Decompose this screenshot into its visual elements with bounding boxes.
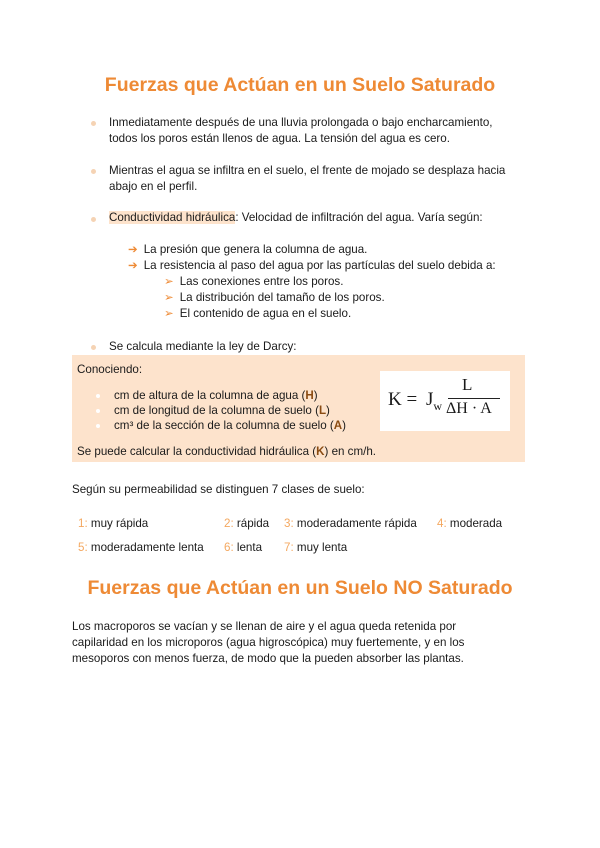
soil-class-num: 4: bbox=[437, 517, 447, 530]
soil-class-label: muy rápida bbox=[90, 517, 149, 530]
soil-class-num: 3: bbox=[284, 517, 294, 530]
darcy-bullet: Se calcula mediante la ley de Darcy: bbox=[109, 340, 297, 353]
formula-j bbox=[426, 389, 442, 414]
box-item-end: ) bbox=[326, 404, 330, 417]
box-item-text: cm de altura de la columna de agua ( bbox=[114, 389, 306, 402]
formula-fraction-bar bbox=[448, 398, 500, 399]
highlight-term: Conductividad hidráulica bbox=[109, 211, 236, 224]
bullet-1-line-2: todos los poros están llenos de agua. La tensión del agua es cero. bbox=[109, 132, 450, 145]
triangle-bullet-icon: ➢ bbox=[164, 291, 174, 304]
bullet-dot bbox=[91, 217, 96, 222]
formula-denominator: ΔH · A bbox=[446, 400, 492, 417]
formula-j-sub: w bbox=[433, 398, 443, 413]
bullet-3 bbox=[109, 210, 483, 226]
sub-item bbox=[164, 290, 385, 306]
box-item-text: cm de longitud de la columna de suelo ( bbox=[114, 404, 319, 417]
box-item-var: A bbox=[333, 419, 343, 432]
soil-class-num: 6: bbox=[224, 541, 234, 554]
unsat-line: mesoporos con menos fuerza, de modo que la pueden absorber las plantas. bbox=[72, 652, 464, 665]
bullet-2-line-2: abajo en el perfil. bbox=[109, 180, 198, 193]
sub-item-text: Las conexiones entre los poros. bbox=[179, 275, 344, 288]
arrow-right-icon: ➔ bbox=[128, 243, 138, 256]
bullet-dot bbox=[91, 345, 96, 350]
box-item-var: H bbox=[305, 389, 314, 402]
soil-class-label: lenta bbox=[236, 541, 263, 554]
soil-class-label: rápida bbox=[236, 517, 270, 530]
bullet-2-line-1: Mientras el agua se infiltra en el suelo, el frente de mojado se desplaza hacia bbox=[109, 164, 506, 177]
bullet-3-rest: : Velocidad de infiltración del agua. Varía según: bbox=[235, 211, 483, 224]
bullet-1 bbox=[109, 115, 493, 147]
soil-class-num: 2: bbox=[224, 517, 234, 530]
arrow-item-text: La resistencia al paso del agua por las partículas del suelo debida a: bbox=[143, 259, 496, 272]
box-result-pre: Se puede calcular la conductividad hidráulica ( bbox=[77, 445, 317, 458]
soil-class-num: 1: bbox=[78, 517, 88, 530]
formula-j-letter: J bbox=[426, 389, 434, 410]
bullet-dot bbox=[96, 424, 100, 428]
page-title-saturated: Fuerzas que Actúan en un Suelo Saturado bbox=[104, 74, 496, 96]
darcy-formula bbox=[380, 371, 510, 431]
soil-class-num: 7: bbox=[284, 541, 294, 554]
soil-class bbox=[284, 516, 417, 532]
formula-numerator: L bbox=[462, 375, 473, 394]
soil-class bbox=[437, 516, 502, 532]
box-result bbox=[77, 444, 376, 459]
unsaturated-paragraph bbox=[72, 619, 464, 667]
arrow-item bbox=[128, 258, 496, 274]
soil-class-label: moderadamente lenta bbox=[90, 541, 204, 554]
soil-class-label: muy lenta bbox=[296, 541, 348, 554]
page-title-unsaturated: Fuerzas que Actúan en un Suelo NO Saturado bbox=[87, 577, 513, 599]
box-item-var: L bbox=[318, 404, 327, 417]
sub-item bbox=[164, 306, 351, 322]
box-result-var: K bbox=[316, 445, 325, 458]
sub-item bbox=[164, 274, 343, 290]
soil-class bbox=[284, 540, 347, 556]
soil-class bbox=[224, 516, 269, 532]
arrow-right-icon: ➔ bbox=[128, 259, 138, 272]
box-item bbox=[114, 388, 318, 403]
box-item-text: cm³ de la sección de la columna de suelo ( bbox=[114, 419, 334, 432]
unsat-line: capilaridad en los microporos (agua higroscópica) muy fuertemente, y en los bbox=[72, 636, 465, 649]
sub-item-text: El contenido de agua en el suelo. bbox=[179, 307, 352, 320]
triangle-bullet-icon: ➢ bbox=[164, 307, 174, 320]
bullet-dot bbox=[91, 121, 96, 126]
classes-intro: Según su permeabilidad se distinguen 7 clases de suelo: bbox=[72, 483, 365, 496]
bullet-1-line-1: Inmediatamente después de una lluvia prolongada o bajo encharcamiento, bbox=[109, 116, 493, 129]
arrow-item-text: La presión que genera la columna de agua. bbox=[143, 243, 368, 256]
bullet-2 bbox=[109, 163, 505, 195]
sub-item-text: La distribución del tamaño de los poros. bbox=[179, 291, 385, 304]
triangle-bullet-icon: ➢ bbox=[164, 275, 174, 288]
bullet-dot bbox=[96, 409, 100, 413]
box-result-post: ) en cm/h. bbox=[324, 445, 377, 458]
soil-class-label: moderadamente rápida bbox=[296, 517, 417, 530]
bullet-dot bbox=[96, 394, 100, 398]
box-item-end: ) bbox=[313, 389, 318, 402]
box-item bbox=[114, 403, 330, 418]
arrow-item bbox=[128, 242, 367, 258]
soil-class-num: 5: bbox=[78, 541, 88, 554]
unsat-line: Los macroporos se vacían y se llenan de aire y el agua queda retenida por bbox=[72, 620, 457, 633]
soil-class-label: moderada bbox=[449, 517, 503, 530]
formula-k: K = bbox=[388, 389, 418, 410]
box-item-end: ) bbox=[342, 419, 346, 432]
bullet-dot bbox=[91, 169, 96, 174]
box-heading: Conociendo: bbox=[77, 363, 143, 376]
soil-class bbox=[78, 516, 148, 532]
box-item bbox=[114, 418, 346, 433]
soil-class bbox=[224, 540, 262, 556]
soil-class bbox=[78, 540, 204, 556]
darcy-box bbox=[72, 355, 525, 462]
